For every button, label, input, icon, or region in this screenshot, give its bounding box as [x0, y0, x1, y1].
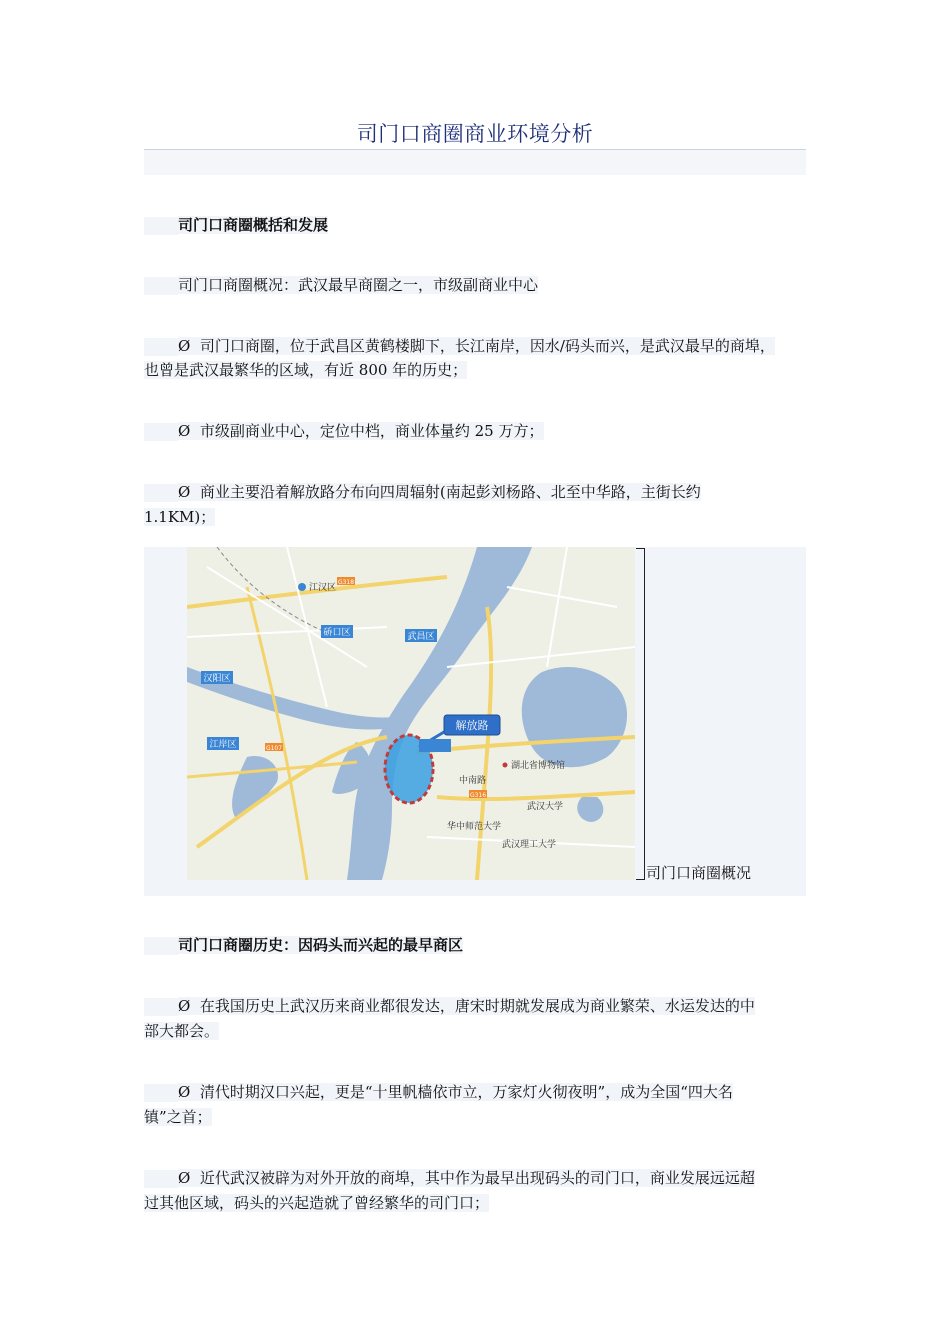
bullet-continuation	[144, 1190, 489, 1216]
bullet-icon: Ø	[178, 422, 191, 440]
bullet-icon: Ø	[178, 997, 191, 1015]
svg-text:江岸区: 江岸区	[209, 740, 237, 750]
bullet-continuation	[144, 1104, 212, 1130]
bullet-text: 市级副商业中心，定位中档，商业体量约 25 万方；	[199, 422, 544, 440]
title-band	[144, 150, 806, 175]
bullet-item	[144, 993, 755, 1019]
bullet-icon: Ø	[178, 1083, 191, 1101]
indent-mark	[144, 937, 178, 955]
subheading-overview	[144, 272, 538, 298]
bullet-text: 镇”之首；	[144, 1108, 212, 1126]
bullet-item	[144, 1079, 733, 1105]
svg-text:武汉理工大学: 武汉理工大学	[502, 840, 557, 850]
svg-text:G316: G316	[469, 792, 487, 799]
svg-text:湖北省博物馆: 湖北省博物馆	[511, 761, 566, 771]
svg-text:汉阳区: 汉阳区	[203, 674, 231, 684]
bullet-item	[144, 333, 775, 359]
bullet-continuation	[144, 504, 215, 530]
bullet-icon: Ø	[178, 483, 191, 501]
bullet-text: 近代武汉被辟为对外开放的商埠，其中作为最早出现码头的司门口，商业发展远远超	[199, 1169, 755, 1187]
district-map	[187, 547, 635, 880]
svg-text:中南路: 中南路	[459, 776, 487, 786]
bullet-text: 1.1KM)；	[144, 508, 216, 526]
bullet-text: 部大都会。	[144, 1022, 220, 1040]
section-heading-history	[144, 932, 463, 958]
bullet-continuation	[144, 357, 467, 383]
svg-text:华中师范大学: 华中师范大学	[447, 822, 502, 832]
map-frame-bracket	[636, 548, 645, 880]
svg-text:江汉区: 江汉区	[309, 583, 337, 593]
indent-mark	[144, 1084, 178, 1102]
heading-text: 司门口商圈概括和发展	[178, 216, 329, 234]
page-title: 司门口商圈商业环境分析	[356, 122, 594, 146]
bullet-continuation	[144, 1018, 219, 1044]
indent-mark	[144, 217, 178, 235]
svg-text:硚口区: 硚口区	[323, 628, 351, 638]
svg-text:武昌区: 武昌区	[407, 632, 435, 642]
svg-text:武汉大学: 武汉大学	[527, 802, 564, 812]
bullet-item	[144, 1165, 755, 1191]
bullet-text: 在我国历史上武汉历来商业都很发达，唐宋时期就发展成为商业繁荣、水运发达的中	[199, 997, 755, 1015]
svg-text:G107: G107	[265, 745, 283, 752]
subheading-text: 司门口商圈概况：武汉最早商圈之一，市级副商业中心	[178, 276, 539, 294]
indent-mark	[144, 277, 178, 295]
section-heading-overview	[144, 212, 328, 238]
bullet-text: 商业主要沿着解放路分布向四周辐射(南起彭刘杨路、北至中华路，主街长约	[199, 483, 701, 501]
heading-text: 司门口商圈历史：因码头而兴起的最早商区	[178, 936, 464, 954]
bullet-item	[144, 479, 701, 505]
indent-mark	[144, 423, 178, 441]
indent-mark	[144, 338, 178, 356]
svg-text:解放路: 解放路	[455, 719, 489, 732]
bullet-icon: Ø	[178, 337, 191, 355]
bullet-text: 司门口商圈，位于武昌区黄鹤楼脚下，长江南岸，因水/码头而兴，是武汉最早的商埠，	[199, 337, 775, 355]
indent-mark	[144, 998, 178, 1016]
bullet-text: 过其他区域，码头的兴起造就了曾经繁华的司门口；	[144, 1194, 490, 1212]
bullet-item	[144, 418, 544, 444]
map-caption: 司门口商圈概况	[646, 864, 752, 882]
indent-mark	[144, 1170, 178, 1188]
indent-mark	[144, 484, 178, 502]
bullet-text: 清代时期汉口兴起，更是“十里帆樯依市立，万家灯火彻夜明”，成为全国“四大名	[199, 1083, 733, 1101]
bullet-icon: Ø	[178, 1169, 191, 1187]
bullet-text: 也曾是武汉最繁华的区域，有近 800 年的历史；	[144, 361, 468, 379]
svg-text:G318: G318	[337, 579, 355, 586]
